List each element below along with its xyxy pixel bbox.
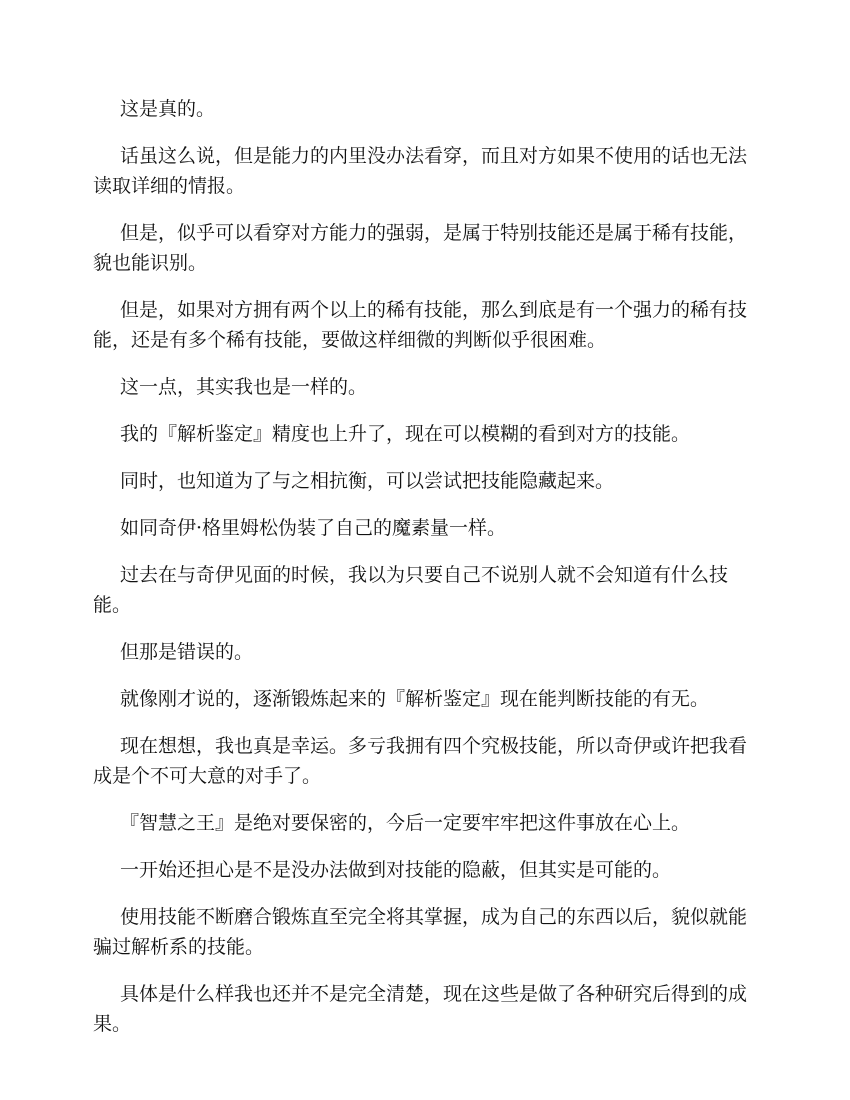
paragraph: 但那是错误的。	[120, 641, 254, 663]
paragraph: 我的『解析鉴定』精度也上升了，现在可以模糊的看到对方的技能。	[120, 423, 691, 445]
paragraph: 使用技能不断磨合锻炼直至完全将其掌握，成为自己的东西以后，貌似就能骗过解析系的技能。	[93, 906, 748, 958]
paragraph: 现在想想，我也真是幸运。多亏我拥有四个究极技能，所以奇伊或许把我看成是个不可大意的对手了。	[93, 735, 748, 787]
paragraph: 具体是什么样我也还并不是完全清楚，现在这些是做了各种研究后得到的成果。	[93, 983, 748, 1035]
paragraph: 就像刚才说的，逐渐锻炼起来的『解析鉴定』现在能判断技能的有无。	[120, 688, 710, 710]
paragraph: 同时，也知道为了与之相抗衡，可以尝试把技能隐藏起来。	[120, 470, 615, 492]
paragraph: 『智慧之王』是绝对要保密的，今后一定要牢牢把这件事放在心上。	[120, 812, 691, 834]
paragraph: 话虽这么说，但是能力的内里没办法看穿，而且对方如果不使用的话也无法读取详细的情报。	[93, 145, 748, 197]
paragraph: 这是真的。	[120, 98, 216, 120]
paragraph: 但是，如果对方拥有两个以上的稀有技能，那么到底是有一个强力的稀有技能，还是有多个稀有技能，要做这样细微的判断似乎很困难。	[93, 299, 748, 351]
paragraph: 一开始还担心是不是没办法做到对技能的隐蔽，但其实是可能的。	[120, 859, 672, 881]
paragraph: 但是，似乎可以看穿对方能力的强弱，是属于特别技能还是属于稀有技能，貌也能识别。	[93, 222, 748, 274]
paragraph: 这一点，其实我也是一样的。	[120, 376, 368, 398]
paragraph: 过去在与奇伊见面的时候，我以为只要自己不说别人就不会知道有什么技能。	[93, 564, 729, 616]
text-body	[93, 94, 763, 1056]
paragraph: 如同奇伊·格里姆松伪装了自己的魔素量一样。	[120, 517, 507, 539]
